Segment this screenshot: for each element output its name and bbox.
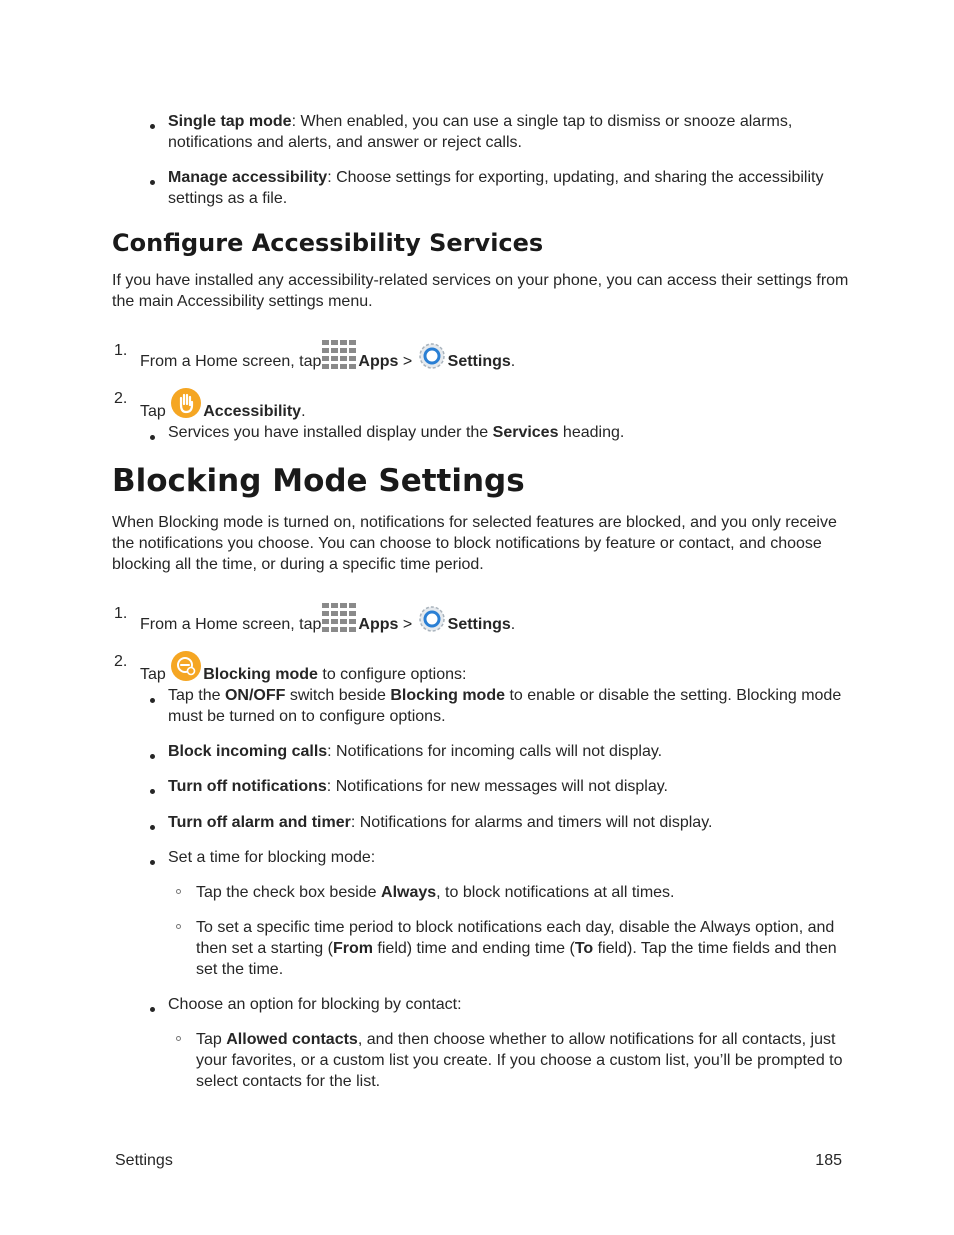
bullet-dot — [150, 698, 155, 703]
section1-step2: Tap Accessibility. — [140, 388, 306, 424]
sub-bullet-specific-time: To set a specific time period to block notifications each day, disable the Always option, and then set a starting (From field) time and ending time (To field). Tap the time fields and then set the time. — [196, 919, 837, 978]
bullet-blocking-by-contact: Choose an option for blocking by contact: — [168, 996, 462, 1013]
sub-bullet-circle — [176, 924, 181, 929]
bullet-dot — [150, 789, 155, 794]
bullet-turn-off-alarm-timer: Turn off alarm and timer: Notifications for alarms and timers will not display. — [168, 814, 713, 831]
accessibility-hand-icon — [171, 388, 201, 424]
footer-section-name: Settings — [115, 1152, 173, 1169]
blocking-mode-icon — [171, 651, 201, 687]
section1-intro: If you have installed any accessibility-related services on your phone, you can access their settings from the main Accessibility settings menu. — [112, 272, 849, 310]
heading-blocking-mode-settings: Blocking Mode Settings — [112, 463, 525, 499]
bullet-set-time: Set a time for blocking mode: — [168, 849, 376, 866]
sub-bullet-always: Tap the check box beside Always, to block notifications at all times. — [196, 884, 675, 901]
section2-step2: Tap Blocking mode to configure options: — [140, 651, 466, 687]
settings-gear-icon — [418, 605, 446, 639]
step-number: 1. — [114, 342, 128, 359]
bullet-block-incoming-calls: Block incoming calls: Notifications for incoming calls will not display. — [168, 743, 663, 760]
sub-bullet-allowed-contacts: Tap Allowed contacts, and then choose whether to allow notifications for all contacts, just your favorites, or a custom list you create. If you choose a custom list, you’ll be prompted to select contacts for the list. — [196, 1031, 843, 1090]
footer-page-number: 185 — [815, 1152, 842, 1169]
apps-grid-icon — [322, 340, 356, 376]
sub-bullet-circle — [176, 889, 181, 894]
bullet-dot — [150, 860, 155, 865]
bullet-dot — [150, 1007, 155, 1012]
section2-intro: When Blocking mode is turned on, notifications for selected features are blocked, and you only receive the notifications you choose. You can choose to block notifications by feature or contact, and choose blocking all the time, or during a specific time period. — [112, 514, 837, 573]
step-number: 1. — [114, 605, 128, 622]
term-single-tap-mode: Single tap mode — [168, 113, 292, 130]
bullet-services-note: Services you have installed display under the Services heading. — [168, 424, 625, 441]
step-number: 2. — [114, 653, 128, 670]
section2-step1: From a Home screen, tap Apps > Settings. — [140, 603, 515, 639]
term-manage-accessibility: Manage accessibility — [168, 169, 328, 186]
heading-configure-accessibility-services: Configure Accessibility Services — [112, 229, 544, 257]
bullet-dot — [150, 180, 155, 185]
settings-gear-icon — [418, 342, 446, 376]
bullet-single-tap-mode: Single tap mode: When enabled, you can use a single tap to dismiss or snooze alarms, notifications and alerts, and answer or reject calls. — [168, 113, 793, 151]
bullet-dot — [150, 754, 155, 759]
step-number: 2. — [114, 390, 128, 407]
bullet-dot — [150, 825, 155, 830]
bullet-dot — [150, 124, 155, 129]
bullet-turn-off-notifications: Turn off notifications: Notifications for new messages will not display. — [168, 778, 668, 795]
sub-bullet-circle — [176, 1036, 181, 1041]
bullet-manage-accessibility: Manage accessibility: Choose settings for exporting, updating, and sharing the accessibility settings as a file. — [168, 169, 824, 207]
apps-grid-icon — [322, 603, 356, 639]
bullet-on-off-switch: Tap the ON/OFF switch beside Blocking mode to enable or disable the setting. Blocking mode must be turned on to configure options. — [168, 687, 842, 725]
section1-step1: From a Home screen, tap Apps > Settings. — [140, 340, 515, 376]
bullet-dot — [150, 435, 155, 440]
